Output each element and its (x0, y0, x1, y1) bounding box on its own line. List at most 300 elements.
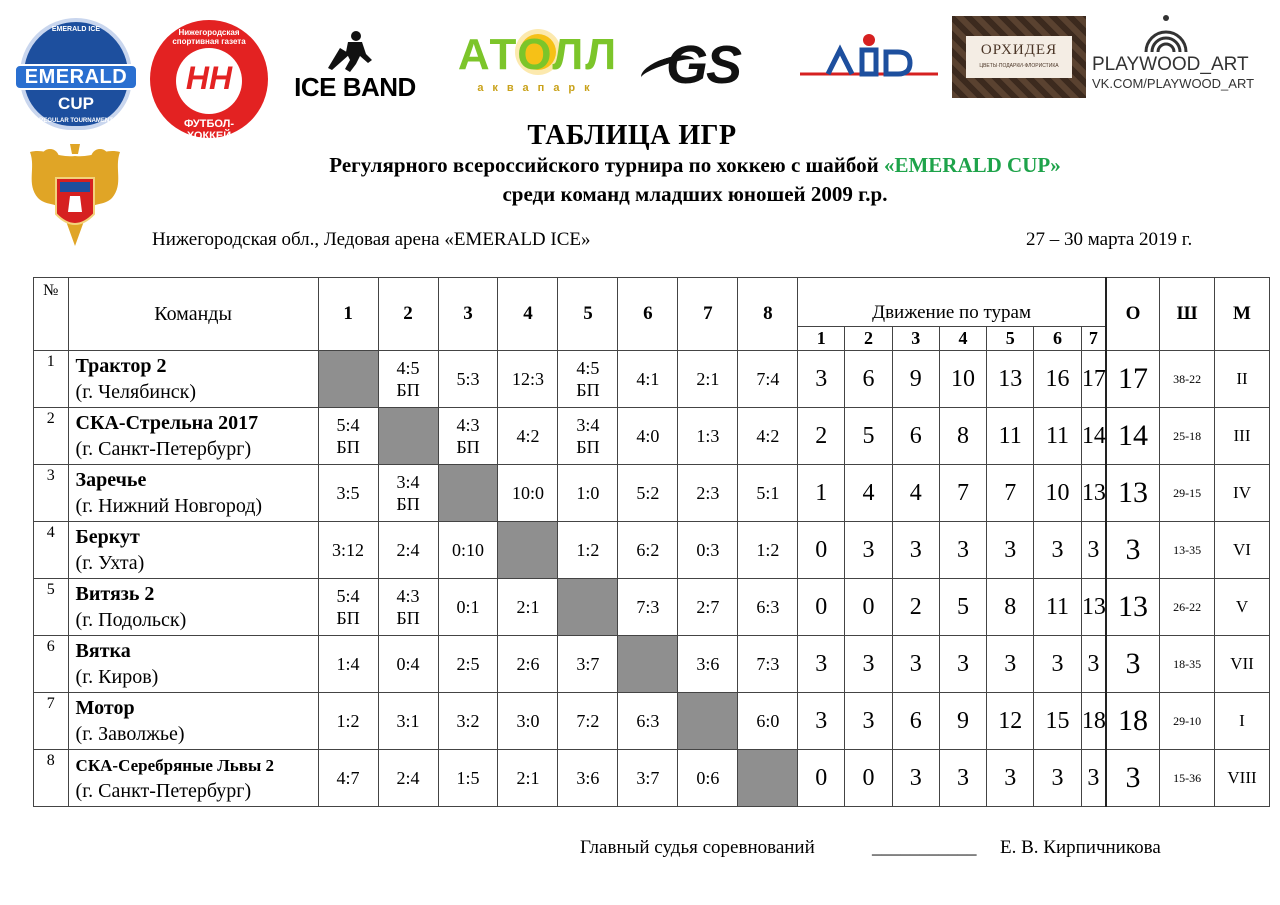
score-cell (498, 750, 558, 807)
atoll-logo-subtext: аквапарк (477, 82, 599, 94)
score-cell (318, 636, 378, 693)
place: VI (1215, 522, 1270, 579)
place: V (1215, 579, 1270, 636)
ice-palace-emblem-icon (800, 30, 938, 92)
col-header-8: 8 (738, 278, 798, 351)
tour-points: 6 (845, 351, 893, 408)
atoll-logo (448, 26, 628, 98)
diagonal-cell (678, 693, 738, 750)
shootout-mark: БП (336, 608, 360, 628)
goal-difference: 15-36 (1160, 750, 1215, 807)
signature-line: ___________ (872, 837, 977, 858)
tour-points: 13 (1081, 465, 1105, 522)
table-header-row (34, 278, 1270, 327)
team-cell (68, 408, 318, 465)
row-number: 8 (34, 750, 69, 807)
points-total: 3 (1106, 750, 1160, 807)
score-value: 1:0 (576, 483, 600, 503)
tour-points: 3 (987, 750, 1034, 807)
score-cell (438, 351, 498, 408)
place: VII (1215, 636, 1270, 693)
score-cell (618, 750, 678, 807)
score-value: 0:10 (451, 540, 484, 560)
score-value: 2:4 (396, 768, 420, 788)
score-cell (378, 693, 438, 750)
tour-points: 4 (892, 465, 939, 522)
score-value: 2:1 (516, 768, 540, 788)
score-cell (618, 693, 678, 750)
points-total: 18 (1106, 693, 1160, 750)
diagonal-cell (618, 636, 678, 693)
score-value: 7:4 (756, 369, 780, 389)
diagonal-cell (498, 522, 558, 579)
tour-points: 3 (987, 522, 1034, 579)
score-value: 3:7 (576, 654, 600, 674)
tour-points: 1 (798, 465, 845, 522)
score-cell (678, 408, 738, 465)
score-value: 3:6 (696, 654, 720, 674)
score-cell (558, 522, 618, 579)
tour-points: 11 (1034, 579, 1082, 636)
table-row (34, 636, 1270, 693)
score-cell (498, 408, 558, 465)
score-cell (678, 351, 738, 408)
score-cell (378, 351, 438, 408)
tour-points: 3 (798, 351, 845, 408)
goal-difference: 29-15 (1160, 465, 1215, 522)
col-header-5: 5 (558, 278, 618, 351)
team-header: Команды (68, 278, 318, 351)
arch-icon (1142, 14, 1190, 54)
goal-difference: 13-35 (1160, 522, 1215, 579)
score-value: 5:4 (336, 586, 360, 606)
score-value: 3:0 (516, 711, 540, 731)
tour-points: 9 (939, 693, 987, 750)
tour-points: 3 (939, 750, 987, 807)
score-cell (558, 465, 618, 522)
tour-points: 3 (798, 636, 845, 693)
team-name: Витязь 2 (75, 582, 155, 605)
col-header-2: 2 (378, 278, 438, 351)
score-value: 5:3 (456, 369, 480, 389)
tour-points: 5 (845, 408, 893, 465)
score-cell (678, 579, 738, 636)
col-header-7: 7 (678, 278, 738, 351)
tour-points: 3 (1081, 636, 1105, 693)
score-cell (378, 522, 438, 579)
score-value: 1:4 (336, 654, 360, 674)
score-cell (558, 351, 618, 408)
team-cell (68, 693, 318, 750)
place: III (1215, 408, 1270, 465)
tour-points: 16 (1034, 351, 1082, 408)
place: VIII (1215, 750, 1270, 807)
score-value: 0:3 (696, 540, 720, 560)
emerald-logo-band-text: EMERALD (14, 64, 138, 90)
team-name: Заречье (75, 468, 147, 491)
score-value: 1:2 (756, 540, 780, 560)
gs-logo (640, 34, 790, 94)
diagonal-cell (738, 750, 798, 807)
score-value: 1:2 (336, 711, 360, 731)
score-value: 5:4 (336, 415, 360, 435)
score-value: 1:2 (576, 540, 600, 560)
venue: Нижегородская обл., Ледовая арена «EMERALD ICE» (152, 229, 591, 250)
row-number: 7 (34, 693, 69, 750)
score-value: 6:2 (636, 540, 660, 560)
place: I (1215, 693, 1270, 750)
team-name: Мотор (75, 696, 135, 719)
score-value: 2:5 (456, 654, 480, 674)
shootout-mark: БП (396, 608, 420, 628)
emerald-logo-bottom-text: REGULAR TOURNAMENT (39, 118, 113, 124)
score-value: 5:2 (636, 483, 660, 503)
score-cell (678, 522, 738, 579)
tour-points: 3 (1034, 750, 1082, 807)
score-cell (618, 465, 678, 522)
team-city: (г. Нижний Новгород) (75, 494, 263, 517)
score-cell (498, 693, 558, 750)
goal-difference: 38-22 (1160, 351, 1215, 408)
emerald-logo-top-text: EMERALD ICE (51, 26, 101, 33)
score-cell (618, 408, 678, 465)
games-table (33, 277, 1270, 807)
score-value: 3:4 (576, 415, 600, 435)
points-header: О (1106, 278, 1160, 351)
tour-points: 3 (798, 693, 845, 750)
score-value: 4:5 (576, 358, 600, 378)
score-cell (558, 408, 618, 465)
score-cell (738, 351, 798, 408)
team-cell (68, 465, 318, 522)
team-name: Трактор 2 (75, 354, 167, 377)
tour-points: 3 (845, 693, 893, 750)
score-cell (498, 351, 558, 408)
team-city: (г. Ухта) (75, 551, 145, 574)
score-value: 4:5 (396, 358, 420, 378)
place: IV (1215, 465, 1270, 522)
team-name: СКА-Стрельна 2017 (75, 411, 259, 434)
score-value: 3:2 (456, 711, 480, 731)
tour-points: 0 (798, 579, 845, 636)
score-value: 4:3 (396, 586, 420, 606)
table-row (34, 750, 1270, 807)
points-total: 17 (1106, 351, 1160, 408)
place-header: М (1215, 278, 1270, 351)
tour-points: 12 (987, 693, 1034, 750)
tour-points: 3 (845, 522, 893, 579)
goal-difference: 29-10 (1160, 693, 1215, 750)
score-value: 2:3 (696, 483, 720, 503)
tour-points: 15 (1034, 693, 1082, 750)
score-cell (678, 465, 738, 522)
score-cell (618, 522, 678, 579)
score-cell (318, 465, 378, 522)
tour-points: 0 (845, 579, 893, 636)
col-header-3: 3 (438, 278, 498, 351)
shootout-mark: БП (576, 437, 600, 457)
goal-difference: 26-22 (1160, 579, 1215, 636)
tour-points: 3 (845, 636, 893, 693)
score-cell (318, 579, 378, 636)
tour-header-1: 1 (798, 327, 845, 351)
score-cell (318, 408, 378, 465)
score-cell (498, 636, 558, 693)
team-name: СКА-Серебряные Львы 2 (75, 755, 274, 775)
score-cell (738, 636, 798, 693)
score-value: 3:1 (396, 711, 420, 731)
score-value: 3:7 (636, 768, 660, 788)
gs-logo-text: GS (666, 35, 741, 95)
score-cell (738, 693, 798, 750)
score-cell (678, 750, 738, 807)
points-total: 3 (1106, 522, 1160, 579)
score-value: 0:4 (396, 654, 420, 674)
score-value: 6:3 (636, 711, 660, 731)
shootout-mark: БП (396, 380, 420, 400)
orhideya-logo-text: ОРХИДЕЯ (980, 42, 1058, 58)
table-row (34, 465, 1270, 522)
points-total: 3 (1106, 636, 1160, 693)
diagonal-cell (318, 351, 378, 408)
score-cell (378, 750, 438, 807)
diagonal-cell (378, 408, 438, 465)
diagonal-cell (558, 579, 618, 636)
table-row (34, 408, 1270, 465)
shootout-mark: БП (336, 437, 360, 457)
team-city: (г. Санкт-Петербург) (75, 779, 252, 802)
score-value: 7:2 (576, 711, 600, 731)
score-value: 7:3 (756, 654, 780, 674)
futbol-logo-center-text: НН (185, 60, 233, 96)
tour-points: 8 (939, 408, 987, 465)
score-value: 2:4 (396, 540, 420, 560)
tour-header-4: 4 (939, 327, 987, 351)
score-value: 3:4 (396, 472, 420, 492)
points-total: 13 (1106, 579, 1160, 636)
tour-points: 3 (1034, 636, 1082, 693)
shootout-mark: БП (396, 494, 420, 514)
tour-header-5: 5 (987, 327, 1034, 351)
ice-band-logo (278, 30, 432, 102)
score-cell (438, 693, 498, 750)
team-cell (68, 750, 318, 807)
score-value: 2:1 (696, 369, 720, 389)
score-cell (318, 693, 378, 750)
tournament-subtitle (0, 153, 1280, 178)
tour-points: 7 (987, 465, 1034, 522)
score-cell (438, 750, 498, 807)
age-group-subtitle: среди команд младших юношей 2009 г.р. (502, 182, 888, 206)
team-city: (г. Заволжье) (75, 722, 185, 745)
row-number: 2 (34, 408, 69, 465)
futbol-logo-bottom-text: ФУТБОЛ-ХОККЕЙ (183, 118, 235, 142)
team-name: Вятка (75, 639, 131, 662)
score-value: 2:1 (516, 597, 540, 617)
row-number: 1 (34, 351, 69, 408)
row-number: 6 (34, 636, 69, 693)
score-value: 4:1 (636, 369, 660, 389)
score-value: 1:5 (456, 768, 480, 788)
goals-header: Ш (1160, 278, 1215, 351)
tour-points: 11 (987, 408, 1034, 465)
page-title: ТАБЛИЦА ИГР (527, 120, 737, 151)
team-city: (г. Подольск) (75, 608, 187, 631)
tour-header-6: 6 (1034, 327, 1082, 351)
score-cell (558, 636, 618, 693)
score-cell (318, 522, 378, 579)
orhideya-logo-subtext: ЦВЕТЫ·ПОДАРКИ·ФЛОРИСТИКА (979, 63, 1059, 69)
score-cell (558, 693, 618, 750)
score-cell (378, 465, 438, 522)
col-header-1: 1 (318, 278, 378, 351)
score-cell (438, 408, 498, 465)
tour-points: 8 (987, 579, 1034, 636)
shootout-mark: БП (456, 437, 480, 457)
judge-name: Е. В. Кирпичникова (1000, 837, 1161, 858)
tour-header-7: 7 (1081, 327, 1105, 351)
tour-points: 3 (892, 750, 939, 807)
tour-points: 9 (892, 351, 939, 408)
goal-difference: 18-35 (1160, 636, 1215, 693)
tour-points: 3 (939, 636, 987, 693)
score-cell (738, 579, 798, 636)
tour-header-3: 3 (892, 327, 939, 351)
tour-points: 2 (798, 408, 845, 465)
score-value: 3:12 (332, 540, 365, 560)
tour-points: 3 (1081, 750, 1105, 807)
score-value: 4:0 (636, 426, 660, 446)
score-value: 3:6 (576, 768, 600, 788)
team-cell (68, 522, 318, 579)
score-value: 12:3 (511, 369, 544, 389)
score-cell (498, 579, 558, 636)
ice-band-logo-text: ICE BAND (294, 72, 416, 102)
score-value: 7:3 (636, 597, 660, 617)
hockey-player-icon (326, 30, 382, 74)
tour-points: 3 (1081, 522, 1105, 579)
score-cell (378, 636, 438, 693)
tour-points: 3 (892, 522, 939, 579)
score-cell (498, 465, 558, 522)
score-value: 3:5 (336, 483, 360, 503)
goal-difference: 25-18 (1160, 408, 1215, 465)
team-city: (г. Санкт-Петербург) (75, 437, 252, 460)
score-value: 6:3 (756, 597, 780, 617)
tour-points: 3 (1034, 522, 1082, 579)
score-value: 4:2 (516, 426, 540, 446)
col-header-6: 6 (618, 278, 678, 351)
score-value: 6:0 (756, 711, 780, 731)
score-value: 4:3 (456, 415, 480, 435)
points-total: 14 (1106, 408, 1160, 465)
table-row (34, 693, 1270, 750)
tour-points: 2 (892, 579, 939, 636)
tour-points: 11 (1034, 408, 1082, 465)
movement-header: Движение по турам (798, 278, 1106, 327)
score-cell (318, 750, 378, 807)
row-number: 5 (34, 579, 69, 636)
score-cell (558, 750, 618, 807)
tour-points: 0 (845, 750, 893, 807)
team-city: (г. Челябинск) (75, 380, 197, 403)
table-row (34, 579, 1270, 636)
score-cell (618, 351, 678, 408)
tour-points: 5 (939, 579, 987, 636)
tour-points: 3 (987, 636, 1034, 693)
tour-points: 17 (1081, 351, 1105, 408)
score-cell (738, 408, 798, 465)
tour-points: 6 (892, 408, 939, 465)
team-city: (г. Киров) (75, 665, 159, 688)
score-value: 0:1 (456, 597, 480, 617)
tour-points: 18 (1081, 693, 1105, 750)
tour-points: 4 (845, 465, 893, 522)
shootout-mark: БП (576, 380, 600, 400)
tour-points: 13 (1081, 579, 1105, 636)
team-name: Беркут (75, 525, 140, 548)
points-total: 13 (1106, 465, 1160, 522)
row-number: 4 (34, 522, 69, 579)
dates: 27 – 30 марта 2019 г. (1026, 229, 1193, 250)
score-cell (438, 522, 498, 579)
futbol-logo-top-text: Нижегородская спортивная газета (172, 28, 246, 46)
atoll-logo-text: АТОЛЛ (457, 30, 619, 79)
score-value: 5:1 (756, 483, 780, 503)
tour-points: 3 (892, 636, 939, 693)
score-value: 0:6 (696, 768, 720, 788)
score-cell (738, 465, 798, 522)
orhideya-logo (952, 16, 1086, 98)
score-value: 2:6 (516, 654, 540, 674)
emerald-cup-logo (14, 18, 138, 132)
score-cell (438, 636, 498, 693)
score-value: 10:0 (511, 483, 544, 503)
tour-points: 0 (798, 522, 845, 579)
score-value: 4:2 (756, 426, 780, 446)
tour-points: 6 (892, 693, 939, 750)
tour-points: 14 (1081, 408, 1105, 465)
table-row (34, 351, 1270, 408)
diagonal-cell (438, 465, 498, 522)
table-row (34, 522, 1270, 579)
emerald-logo-cup-text: CUP (58, 94, 94, 113)
score-value: 4:7 (336, 768, 360, 788)
tour-header-2: 2 (845, 327, 893, 351)
playwood-logo-text: PLAYWOOD_ART (1092, 54, 1249, 75)
team-cell (68, 579, 318, 636)
score-cell (678, 636, 738, 693)
score-cell (738, 522, 798, 579)
team-cell (68, 636, 318, 693)
cup-name: «EMERALD CUP» (883, 153, 1061, 177)
score-cell (378, 579, 438, 636)
score-cell (438, 579, 498, 636)
tour-points: 7 (939, 465, 987, 522)
team-cell (68, 351, 318, 408)
place: II (1215, 351, 1270, 408)
score-cell (618, 579, 678, 636)
subtitle-prefix: Регулярного всероссийского турнира по хоккею с шайбой (329, 153, 884, 177)
num-header: № (34, 278, 69, 351)
playwood-logo-url: VK.COM/PLAYWOOD_ART (1092, 76, 1255, 91)
tour-points: 13 (987, 351, 1034, 408)
col-header-4: 4 (498, 278, 558, 351)
tour-points: 10 (939, 351, 987, 408)
judge-label: Главный судья соревнований (580, 837, 815, 858)
score-value: 1:3 (696, 426, 720, 446)
playwood-logo (1092, 14, 1255, 96)
